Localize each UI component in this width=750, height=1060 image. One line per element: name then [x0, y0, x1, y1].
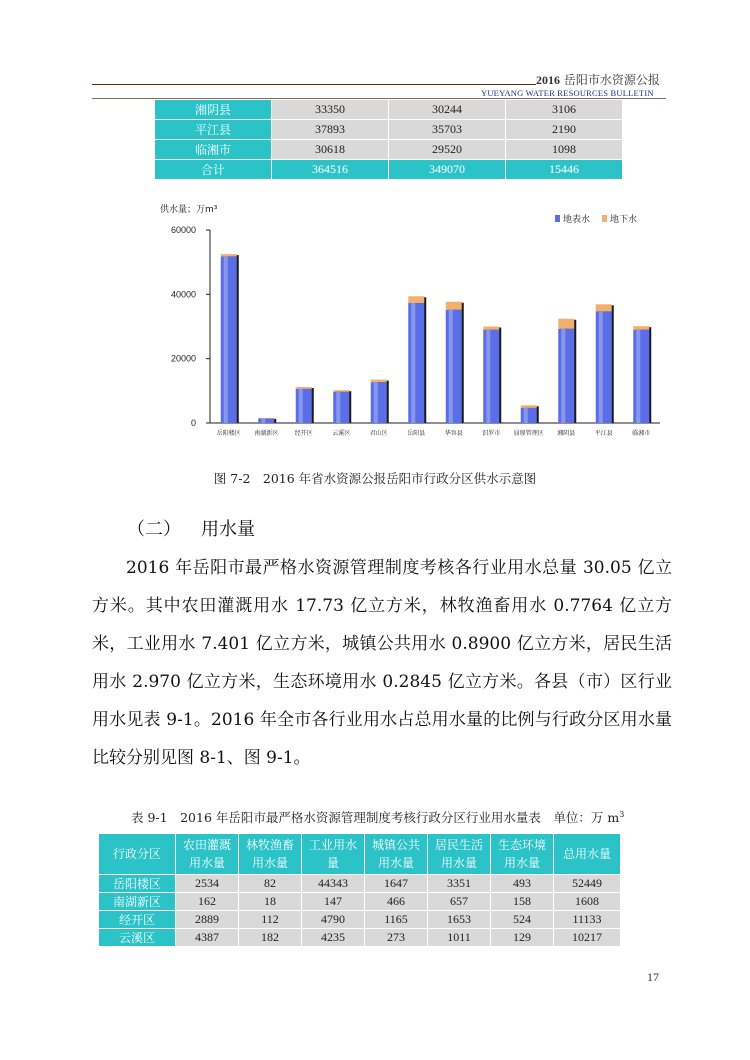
x-tick-label: 湘阴县 — [557, 430, 576, 437]
figure-caption: 图 7-2 2016 年省水资源公报岳阳市行政分区供水示意图 — [213, 471, 537, 486]
table-header-row: 行政分区 农田灌溉用水量 林牧渔畜用水量 工业用水量 城镇公共用水量 居民生活用水量 生态环境用水量 总用水量 — [99, 834, 621, 875]
x-tick-label: 屈原管理区 — [513, 430, 544, 437]
bar-highlight — [224, 256, 228, 423]
bar-surface — [483, 330, 499, 423]
bar-ground — [258, 418, 274, 419]
bar-surface — [408, 303, 424, 423]
x-tick-label: 君山区 — [369, 430, 388, 437]
x-tick-label: 岳阳县 — [407, 430, 426, 437]
table-caption: 表 9-1 2016 年岳阳市最严格水资源管理制度考核行政分区行业用水量表 单位：万 $m^3$ — [131, 809, 625, 825]
bar-surface — [221, 256, 237, 423]
legend-swatch — [555, 215, 560, 222]
bar-ground — [408, 296, 424, 303]
chart-legend — [555, 213, 637, 225]
chart-bars — [221, 254, 652, 423]
bar-ground — [558, 319, 574, 329]
bar-ground — [596, 304, 612, 311]
bar-surface — [596, 311, 612, 423]
y-tick-label: 40000 — [170, 289, 196, 300]
table-row: 临湘市 30618 29520 1098 — [155, 140, 623, 160]
bar-ground — [371, 380, 387, 383]
bar-highlight — [636, 330, 640, 423]
x-tick-label: 南湖新区 — [254, 430, 279, 437]
bar-surface — [633, 330, 649, 423]
x-tick-label: 岳阳楼区 — [216, 430, 241, 437]
supply-bar-chart — [150, 198, 670, 448]
bar-ground — [483, 327, 499, 330]
bar-highlight — [336, 392, 340, 423]
bar-highlight — [299, 389, 303, 423]
table-row-total: 合计 364516 349070 15446 — [155, 160, 623, 180]
bar-ground — [333, 390, 349, 392]
legend-label: 地表水 — [563, 215, 591, 225]
bar-surface — [371, 382, 387, 423]
bar-highlight — [411, 303, 415, 423]
table-row: 湘阴县 33350 30244 3106 — [155, 100, 623, 120]
supply-table — [154, 99, 623, 180]
bar-ground — [521, 405, 537, 408]
bar-ground — [633, 326, 649, 330]
bar-surface — [521, 408, 537, 423]
bar-highlight — [524, 408, 528, 423]
x-tick-label: 经开区 — [294, 430, 313, 437]
x-tick-label: 临湘市 — [632, 430, 651, 437]
table-row: 南湖新区 162 18 147 466 657 158 1608 — [99, 893, 621, 911]
bar-surface — [446, 310, 462, 423]
bar-ground — [446, 302, 462, 310]
chart-x-labels — [217, 429, 651, 437]
bar-highlight — [599, 311, 603, 423]
table-row: 经开区 2889 112 4790 1165 1653 524 11133 — [99, 911, 621, 929]
chart-ylabel: 供水量；万m³ — [160, 205, 218, 215]
y-tick-label: 20000 — [170, 353, 196, 364]
water-use-table — [98, 833, 621, 947]
bar-surface — [558, 329, 574, 423]
table-row: 云溪区 4387 182 4235 273 1011 129 10217 — [99, 929, 621, 947]
bar-surface — [296, 389, 312, 423]
legend-label: 地下水 — [610, 215, 638, 225]
x-tick-label: 华容县 — [444, 430, 463, 437]
table-row: 平江县 37893 35703 2190 — [155, 120, 623, 140]
header-subtitle: YUEYANG WATER RESOURCES BULLETIN — [481, 88, 654, 98]
x-tick-label: 云溪区 — [332, 430, 351, 437]
bar-surface — [258, 418, 274, 423]
bar-ground — [221, 254, 237, 256]
x-tick-label: 汨罗市 — [482, 430, 501, 437]
body-paragraph: 2016 年岳阳市最严格水资源管理制度考核各行业用水总量 30.05 亿立方米。其中农田灌溉用水 17.73 亿立方米，林牧渔畜用水 0.7764 亿立方米，工业用水 7.401 亿立方米，城镇公共用水 0.8900 亿立方米，居民生活用水 2.970 亿立方米，生态环境用水 0.2845 亿立方米。各县（市）区行业用水见表 9-1。2016 年全市各行业用水占总用水量的比例与行政分区用水量比较分别见图 8-1、图 9-1。 — [92, 558, 672, 768]
y-tick-label: 0 — [190, 418, 196, 428]
bar-surface — [333, 392, 349, 423]
bar-highlight — [449, 310, 453, 423]
bar-highlight — [374, 382, 378, 423]
bar-highlight — [561, 329, 565, 423]
x-tick-label: 平江县 — [594, 430, 613, 437]
table-row: 岳阳楼区 2534 82 44343 1647 3351 493 52449 — [99, 875, 621, 893]
bar-highlight — [486, 330, 490, 423]
header-title: 2016 岳阳市水资源公报 — [536, 73, 660, 87]
section-title: （二） 用水量 — [127, 519, 255, 540]
y-tick-label: 60000 — [170, 225, 196, 235]
bar-ground — [296, 387, 312, 389]
page-number: 17 — [647, 970, 659, 984]
legend-swatch — [602, 215, 607, 222]
bar-highlight — [261, 418, 265, 423]
header-rule — [92, 84, 536, 85]
